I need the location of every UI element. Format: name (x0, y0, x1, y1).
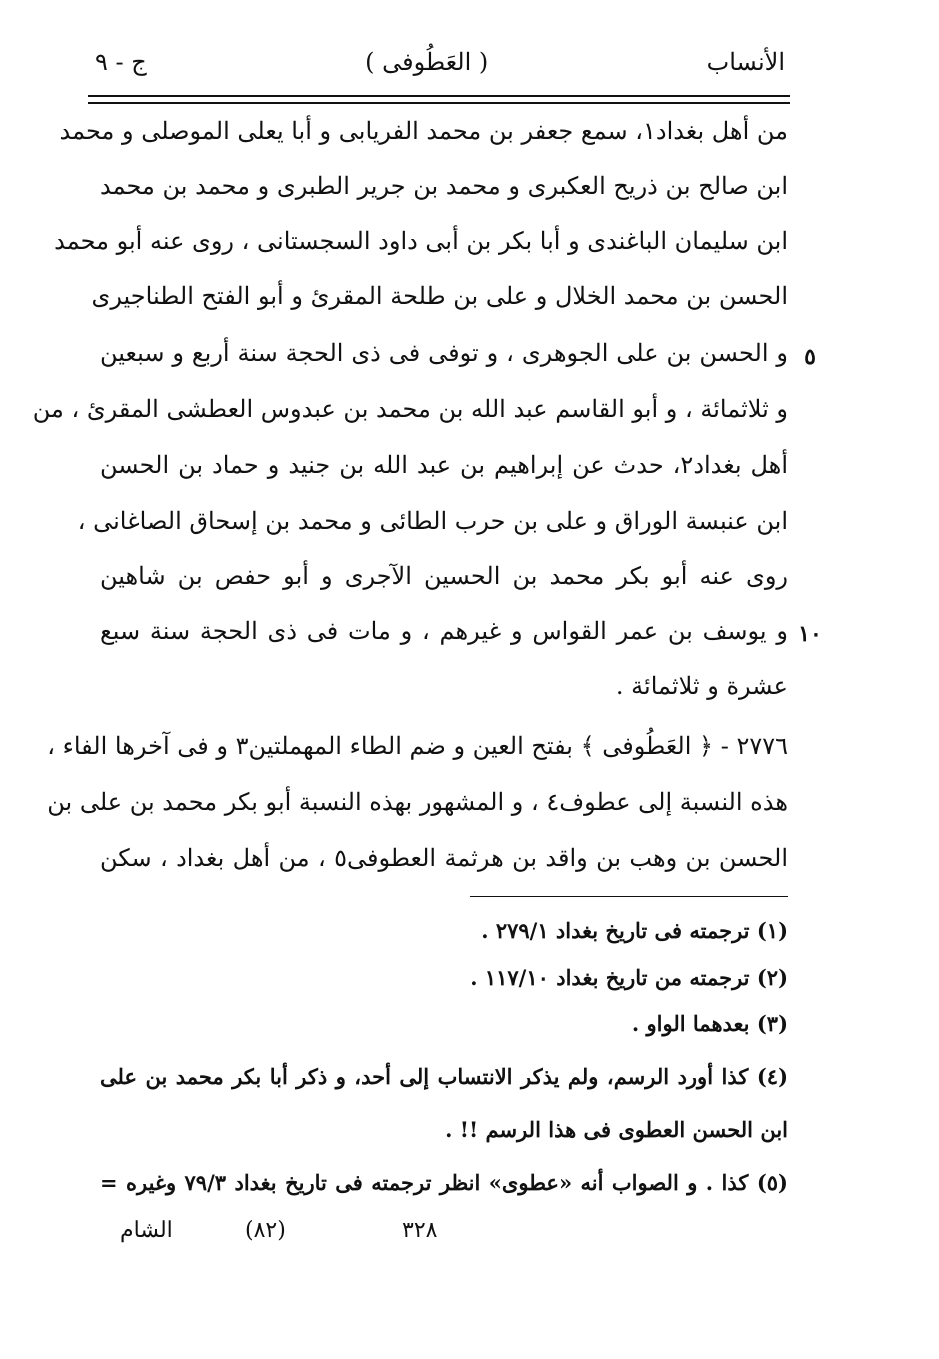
body-line: روى عنه أبو بكر محمد بن الحسين الآجرى و أبو حفص بن شاهين (100, 562, 788, 590)
body-line: الحسن بن محمد الخلال و على بن طلحة المقرئ و أبو الفتح الطناجيرى (91, 282, 788, 310)
body-line: ابن سليمان الباغندى و أبا بكر بن أبى داود السجستانى ، روى عنه أبو محمد (54, 227, 788, 255)
footer-sheet-number: (٨٢) (245, 1218, 286, 1243)
body-line: هذه النسبة إلى عطوف٤ ، و المشهور بهذه النسبة أبو بكر محمد بن علی بن (47, 788, 788, 816)
body-line: عشرة و ثلاثمائة . (615, 672, 788, 700)
body-line: و ثلاثمائة ، و أبو القاسم عبد الله بن محمد بن عبدوس العطشى المقرئ ، من (32, 395, 788, 423)
line-number-10: ١٠ (798, 621, 822, 647)
footer-city: الشام (120, 1218, 173, 1243)
body-line: ابن صالح بن ذريح العكبرى و محمد بن جرير الطبرى و محمد بن محمد (100, 172, 788, 200)
line-number-5: ٥ (804, 344, 816, 370)
body-line: من أهل بغداد١، سمع جعفر بن محمد الفريابى و أبا يعلى الموصلى و محمد (59, 117, 788, 145)
body-line: الحسن بن وهب بن واقد بن هرثمة العطوفى٥ ، من أهل بغداد ، سكن (100, 844, 789, 872)
body-line: و الحسن بن على الجوهرى ، و توفى فى ذى الحجة سنة أربع و سبعين (100, 339, 788, 367)
footnote-4-continued: ابن الحسن العطوى فى هذا الرسم !! . (445, 1117, 788, 1142)
header-volume: ج - ٩ (95, 48, 147, 76)
body-line: و يوسف بن عمر القواس و غيرهم ، و مات فى ذى الحجة سنة سبع (100, 617, 788, 645)
footnote-3: (٣) بعدهما الواو . (631, 1011, 788, 1036)
footer-page-number: ٣٢٨ (402, 1218, 438, 1243)
footnote-separator (470, 896, 788, 897)
entry-heading-line: ٢٧٧٦ - ﴿ العَطُوفى ﴾ بفتح العين و ضم الطاء المهملتين٣ و فى آخرها الفاء ، (47, 732, 788, 760)
footnote-4: (٤) كذا أورد الرسم، ولم يذكر الانتساب إلى أحد، و ذكر أبا بكر محمد بن على (100, 1064, 788, 1089)
body-line: أهل بغداد٢، حدث عن إبراهيم بن عبد الله بن جنيد و حماد بن الحسن (100, 451, 789, 479)
header-book-title: الأنساب (706, 48, 785, 76)
header-entry-title: ( العَطُوفى ) (365, 48, 489, 76)
page-header (95, 40, 785, 84)
header-double-rule (88, 95, 790, 104)
footnote-2: (٢) ترجمته من تاريخ بغداد ١١٧/١٠ . (470, 965, 788, 990)
body-line: ابن عنبسة الوراق و على بن حرب الطائى و محمد بن إسحاق الصاغانى ، (77, 507, 788, 535)
footnote-5: (٥) كذا . و الصواب أنه «عطوى» انظر ترجمته فى تاريخ بغداد ٧٩/٣ وغيره = (100, 1170, 788, 1195)
footnote-1: (١) ترجمته فى تاريخ بغداد ٢٧٩/١ . (481, 918, 788, 943)
